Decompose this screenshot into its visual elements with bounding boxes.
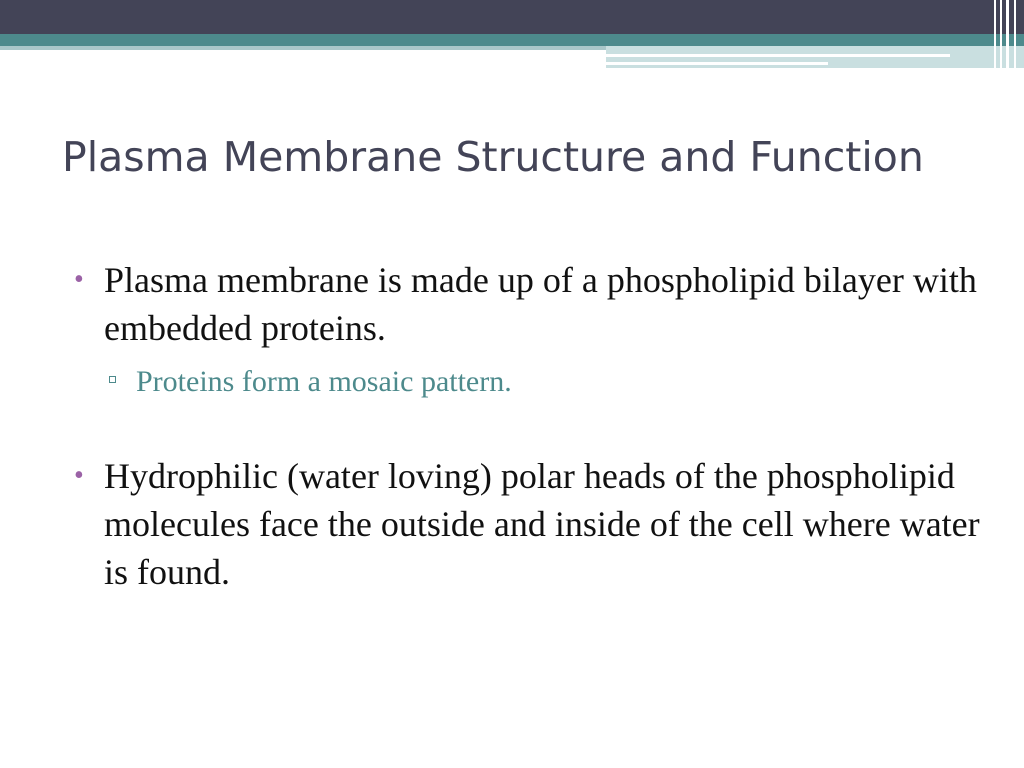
sub-bullet-item [62, 362, 982, 402]
bullet-dot-icon: • [74, 460, 84, 491]
bullet-item [62, 452, 982, 596]
header-accent-line [606, 62, 828, 65]
header-band-teal [0, 34, 1024, 46]
header-band-light [0, 46, 608, 50]
bullet-item [62, 256, 982, 352]
bullet-text: Hydrophilic (water loving) polar heads of the phospholipid molecules face the outside and inside of the cell where water is found. [104, 456, 980, 592]
header-accent-line [606, 54, 950, 57]
bullet-text: Plasma membrane is made up of a phospholipid bilayer with embedded proteins. [104, 260, 977, 348]
slide-title: Plasma Membrane Structure and Function [62, 133, 924, 181]
sub-bullet-square-icon [109, 376, 116, 383]
header-band-dark [0, 0, 1024, 34]
sub-bullet-text: Proteins form a mosaic pattern. [136, 365, 512, 398]
bullet-dot-icon: • [74, 264, 84, 295]
slide-body [62, 256, 982, 596]
header-vertical-stripes [990, 0, 1024, 70]
